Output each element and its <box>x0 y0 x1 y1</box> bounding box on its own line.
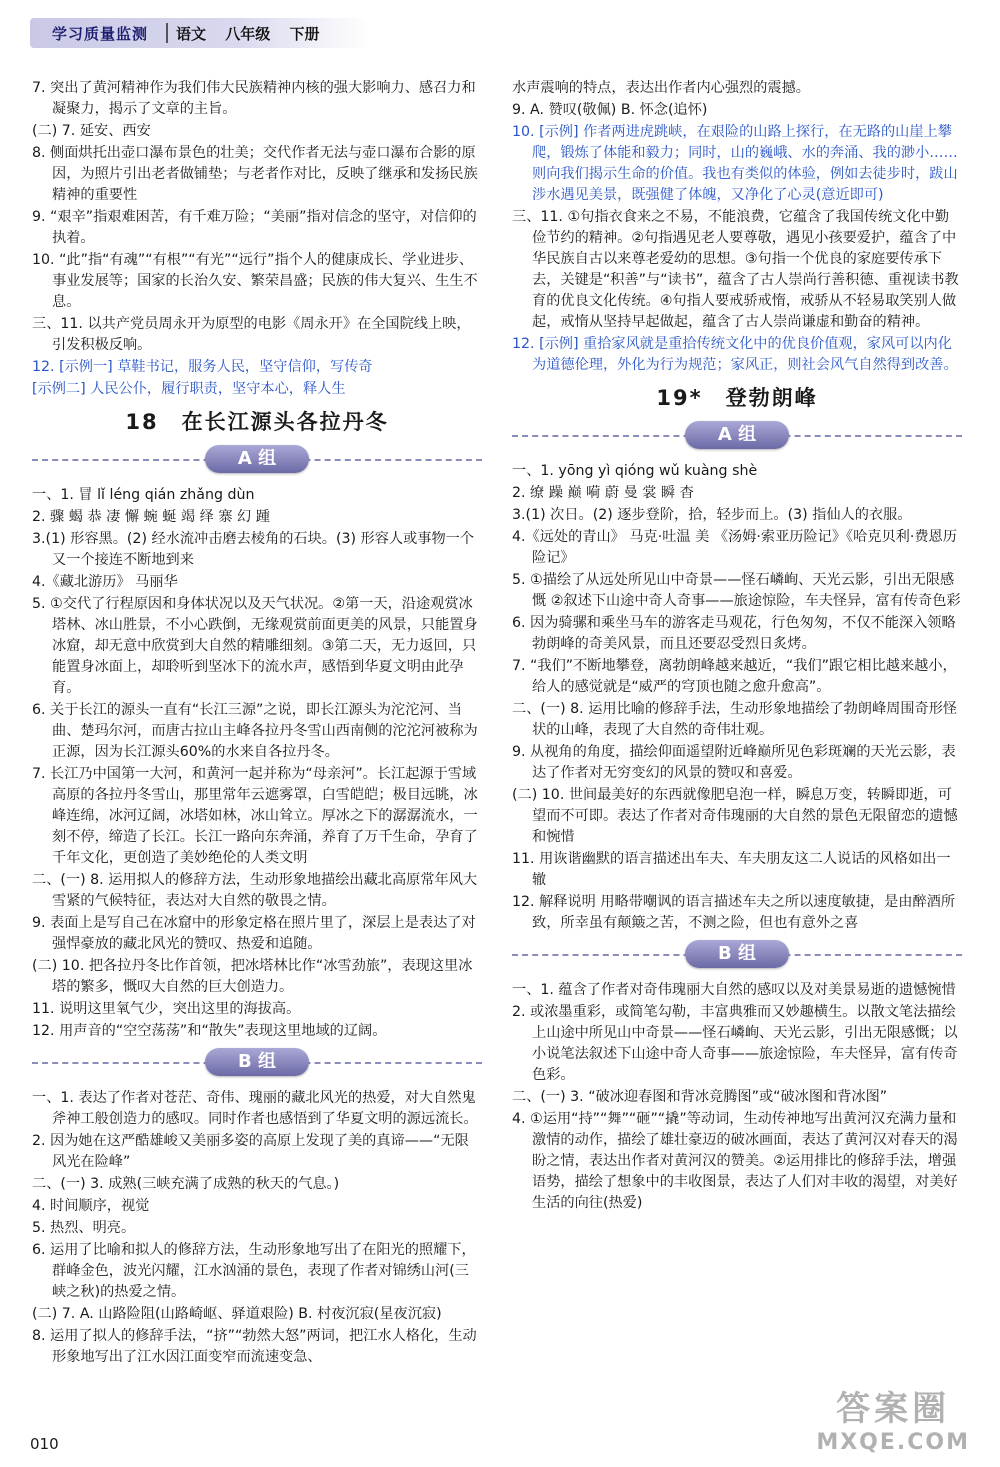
answer-item: 一、1. yōng yì qióng wǔ kuàng shè <box>512 463 758 479</box>
group-a-badge: A 组 <box>685 421 789 449</box>
answer-item: 二、(一) 8. 运用比喻的修辞手法，生动形象地描绘了勃朗峰周围奇形怪状的山峰，表现了大自然的奇伟壮观。 <box>512 701 958 738</box>
page-header <box>30 18 370 48</box>
answer-item: 三、11. 以共产党员周永开为原型的电影《周永开》在全国院线上映，引发积极反响。 <box>32 316 471 353</box>
answer-item: 9. A. 赞叹(敬佩) B. 怀念(追怀) <box>512 102 708 118</box>
answer-item: (二) 7. A. 山路险阻(山路崎岖、驿道艰险) B. 村夜沉寂(星夜沉寂) <box>32 1306 442 1322</box>
answer-item: 12. [示例一] 草鞋书记，服务人民，坚守信仰，写传奇 <box>32 359 373 375</box>
answer-item: 4. ①运用“持”“舞”“砸”“撬”等动词，生动传神地写出黄河汉充满力量和激情的动作，描绘了雄壮豪迈的破冰画面，表达了黄河汉对春天的渴盼之情，表达出作者对黄河汉的赞美。②运用排比的修辞手法，增强语势，描绘了想象中的丰收图景，表达了人们对丰收的渴望，对美好生活的向往(热爱) <box>512 1111 958 1211</box>
lesson19-group-b-answers <box>512 980 962 1214</box>
volume: 下册 <box>289 24 320 43</box>
answer-item: 二、(一) 8. 运用拟人的修辞方法，生动形象地描绘出藏北高原常年风大雪紧的气候特征，表达对大自然的敬畏之情。 <box>32 872 478 909</box>
answer-item: 水声震响的特点，表达出作者内心强烈的震撼。 <box>512 80 810 96</box>
answer-item: 9. 从视角的角度，描绘仰面遥望附近峰巅所见色彩斑斓的天光云影，表达了作者对无穷变幻的风景的赞叹和喜爱。 <box>512 744 956 781</box>
answer-item: 2. 因为她在这严酷雄峻又美丽多姿的高原上发现了美的真谛——“无限风光在险峰” <box>32 1133 469 1170</box>
answer-item: 2. 或浓墨重彩，或简笔勾勒，丰富典雅而又妙趣横生。以散文笔法描绘上山途中所见山中奇景——怪石嶙峋、天光云影，引出无限感慨；以小说笔法叙述下山途中奇人奇事——旅途惊险，车夫怪异，富有传奇色彩。 <box>512 1004 958 1083</box>
answer-item: 5. ①交代了行程原因和身体状况以及天气状况。②第一天，沿途观赏冰塔林、冰山胜景，不小心跌倒，无缘观赏前面更美的风景，只能置身冰窟，却无意中欣赏到大自然的精雕细刻。③第二天，无力返回，只能置身冰面上，却聆听到坚冰下的流水声，感悟到华夏文明由此孕育。 <box>32 596 478 696</box>
answer-item: 5. 热烈、明亮。 <box>32 1220 136 1236</box>
answer-item: 6. 因为骑骡和乘坐马车的游客走马观花，行色匆匆，不仅不能深入领略勃朗峰的奇美风景，而且还要忍受烈日炙烤。 <box>512 615 956 652</box>
lesson18-answers-continued <box>512 78 962 376</box>
watermark-line1: 答案圈 <box>836 1389 951 1429</box>
grade: 八年级 <box>225 24 271 43</box>
answer-item: (二) 10. 把各拉丹冬比作首领，把冰塔林比作“冰雪劲旅”，表现这里冰塔的繁多，慨叹大自然的巨大创造力。 <box>32 958 473 995</box>
answer-item: 6. 运用了比喻和拟人的修辞方法，生动形象地写出了在阳光的照耀下，群峰金色，波光闪耀，江水汹涌的景色，表现了作者对锦绣山河(三峡之秋)的热爱之情。 <box>32 1242 476 1300</box>
answer-item: 7. “我们”不断地攀登，离勃朗峰越来越近，“我们”跟它相比越来越小，给人的感觉就是“威严的穹顶也随之愈升愈高”。 <box>512 658 957 695</box>
answer-item: 3.(1) 次日。(2) 逐步登阶，拾，轻步而上。(3) 指仙人的衣服。 <box>512 507 912 523</box>
group-b-badge: B 组 <box>685 940 789 968</box>
answer-item: 9. “艰辛”指艰难困苦，有千难万险；“美丽”指对信念的坚守，对信仰的执着。 <box>32 209 477 246</box>
series-brand: 学习质量监测 <box>52 24 149 43</box>
answer-item: 11. 用诙谐幽默的语言描述出车夫、车夫朋友这二人说话的风格如出一辙 <box>512 851 951 888</box>
lesson18-group-a-answers <box>32 485 482 1042</box>
answer-item: 二、(一) 3. 成熟(三峡充满了成熟的秋天的气息。) <box>32 1176 340 1192</box>
lesson18-group-b-answers <box>32 1088 482 1368</box>
answer-item: 8. 侧面烘托出壶口瀑布景色的壮美；交代作者无法与壶口瀑布合影的原因，为照片引出老者做铺垫；与老者作对比，反映了继承和发扬民族精神的重要性 <box>32 145 478 203</box>
watermark-logo <box>816 1381 970 1455</box>
right-column <box>512 78 962 1215</box>
answer-item: 12. [示例] 重拾家风就是重拾传统文化中的优良价值观，家风可以内化为道德伦理，外化为行为规范；家风正，则社会风气自然得到改善。 <box>512 336 958 373</box>
lesson19-group-b-header <box>512 938 962 972</box>
page-number: 010 <box>30 1435 59 1453</box>
answer-item: 二、(一) 3. “破冰迎春图和背冰竞腾图”或“破冰图和背冰图” <box>512 1089 888 1105</box>
answer-item: 2. 缭 躁 巅 嗬 蔚 曼 裳 瞬 杳 <box>512 485 694 501</box>
lesson17-answers-tail <box>32 78 482 400</box>
answer-item: 一、1. 表达了作者对苍茫、奇伟、瑰丽的藏北风光的热爱，对大自然鬼斧神工般创造力的感叹。同时作者也感悟到了华夏文明的源远流长。 <box>32 1090 478 1127</box>
answer-item: 7. 长江乃中国第一大河，和黄河一起并称为“母亲河”。长江起源于雪域高原的各拉丹冬雪山，那里常年云遮雾罩，白雪皑皑；极目远眺，冰峰连绵，冰河辽阔，冰塔如林，冰山耸立。厚冰之下的潺潺流水，一刻不停，缔造了长江。长江一路向东奔涌，养育了万千生命，孕育了千年文化，更创造了美妙绝伦的人类文明 <box>32 766 478 866</box>
left-column <box>32 78 482 1369</box>
answer-item: 2. 骤 蝎 恭 凄 懈 蜿 蜒 竭 绎 寨 幻 踵 <box>32 509 270 525</box>
answer-item: 6. 关于长江的源头一直有“长江三源”之说，即长江源头为沱沱河、当曲、楚玛尔河，而唐古拉山主峰各拉丹冬雪山西南侧的沱沱河被称为正源，因为长江源头60%的水来自各拉丹冬。 <box>32 702 478 760</box>
book-meta <box>176 23 334 44</box>
answer-item: 12. 解释说明 用略带嘲讽的语言描述车夫之所以速度敏捷，是由醉酒所致，所幸虽有颠簸之苦，不测之险，但也有意外之喜 <box>512 894 956 931</box>
answer-item: (二) 7. 延安、西安 <box>32 123 151 139</box>
watermark-line2: MXQE.COM <box>816 1430 970 1455</box>
answer-item: 一、1. 冒 lǐ léng qián zhǎng dùn <box>32 487 255 503</box>
answer-item: 4. 时间顺序，视觉 <box>32 1198 150 1214</box>
answer-item: 7. 突出了黄河精神作为我们伟大民族精神内核的强大影响力、感召力和凝聚力，揭示了文章的主旨。 <box>32 80 476 117</box>
answer-item: [示例二] 人民公仆，履行职责，坚守本心，释人生 <box>32 381 346 397</box>
lesson19-group-a-header <box>512 419 962 453</box>
answer-item: 5. ①描绘了从远处所见山中奇景——怪石嶙峋、天光云影，引出无限感慨 ②叙述下山途中奇人奇事——旅途惊险，车夫怪异，富有传奇色彩 <box>512 572 961 609</box>
lesson19-title: 19* 登勃朗峰 <box>656 386 818 410</box>
answer-item: (二) 10. 世间最美好的东西就像肥皂泡一样，瞬息万变，转瞬即逝，可望而不可即。表达了作者对奇伟瑰丽的大自然的景色无限留恋的遗憾和惋惜 <box>512 787 958 845</box>
answer-item: 4.《远处的青山》 马克·吐温 美 《汤姆·索亚历险记》《哈克贝利·费恩历险记》 <box>512 529 957 566</box>
lesson18-group-b-header <box>32 1046 482 1080</box>
lesson18-title: 18 在长江源头各拉丹冬 <box>125 410 389 434</box>
answer-item: 4.《藏北游历》 马丽华 <box>32 574 178 590</box>
answer-item: 3.(1) 形容黑。(2) 经水流冲击磨去棱角的石块。(3) 形容人或事物一个又一个接连不断地到来 <box>32 531 475 568</box>
header-divider <box>166 23 168 43</box>
answer-item: 一、1. 蕴含了作者对奇伟瑰丽大自然的感叹以及对美景易逝的遗憾惋惜 <box>512 982 956 998</box>
lesson19-group-a-answers <box>512 461 962 934</box>
lesson18-group-a-header <box>32 443 482 477</box>
group-a-badge: A 组 <box>205 445 309 473</box>
group-b-badge: B 组 <box>205 1048 309 1076</box>
answer-item: 三、11. ①句指衣食来之不易，不能浪费，它蕴含了我国传统文化中勤俭节约的精神。②句指遇见老人要尊敬，遇见小孩要爱护，蕴含了中华民族自古以来尊老爱幼的思想。③句指一个优良的家庭要传承下去，关键是“积善”与“读书”，蕴含了古人崇尚行善积德、重视读书教育的优良文化传统。④句指人要戒骄戒惰，戒骄从不轻易取笑别人做起，戒惰从坚持早起做起，蕴含了古人崇尚谦虚和勤奋的精神。 <box>512 209 959 330</box>
answer-item: 12. 用声音的“空空荡荡”和“散失”表现这里地域的辽阔。 <box>32 1023 387 1039</box>
subject: 语文 <box>176 24 207 43</box>
answer-item: 9. 表面上是写自己在冰窟中的形象定格在照片里了，深层上是表达了对强悍豪放的藏北风光的赞叹、热爱和追随。 <box>32 915 476 952</box>
answer-item: 10. [示例] 作者两进虎跳峡，在艰险的山路上探行，在无路的山崖上攀爬，锻炼了体能和毅力；同时，山的巍峨、水的奔涌、我的渺小……则向我们揭示生命的价值。我也有类似的体验，例如去徒步时，跋山涉水遇见美景，既强健了体魄，又净化了心灵(意近即可) <box>512 124 958 203</box>
answer-item: 10. “此”指“有魂”“有根”“有光”“远行”指个人的健康成长、学业进步、事业发展等；国家的长治久安、繁荣昌盛；民族的伟大复兴、生生不息。 <box>32 252 478 310</box>
answer-item: 11. 说明这里氧气少，突出这里的海拔高。 <box>32 1001 301 1017</box>
answer-item: 8. 运用了拟人的修辞手法，“挤”“勃然大怒”两词，把江水人格化，生动形象地写出了江水因江面变窄而流速变急、 <box>32 1328 477 1365</box>
